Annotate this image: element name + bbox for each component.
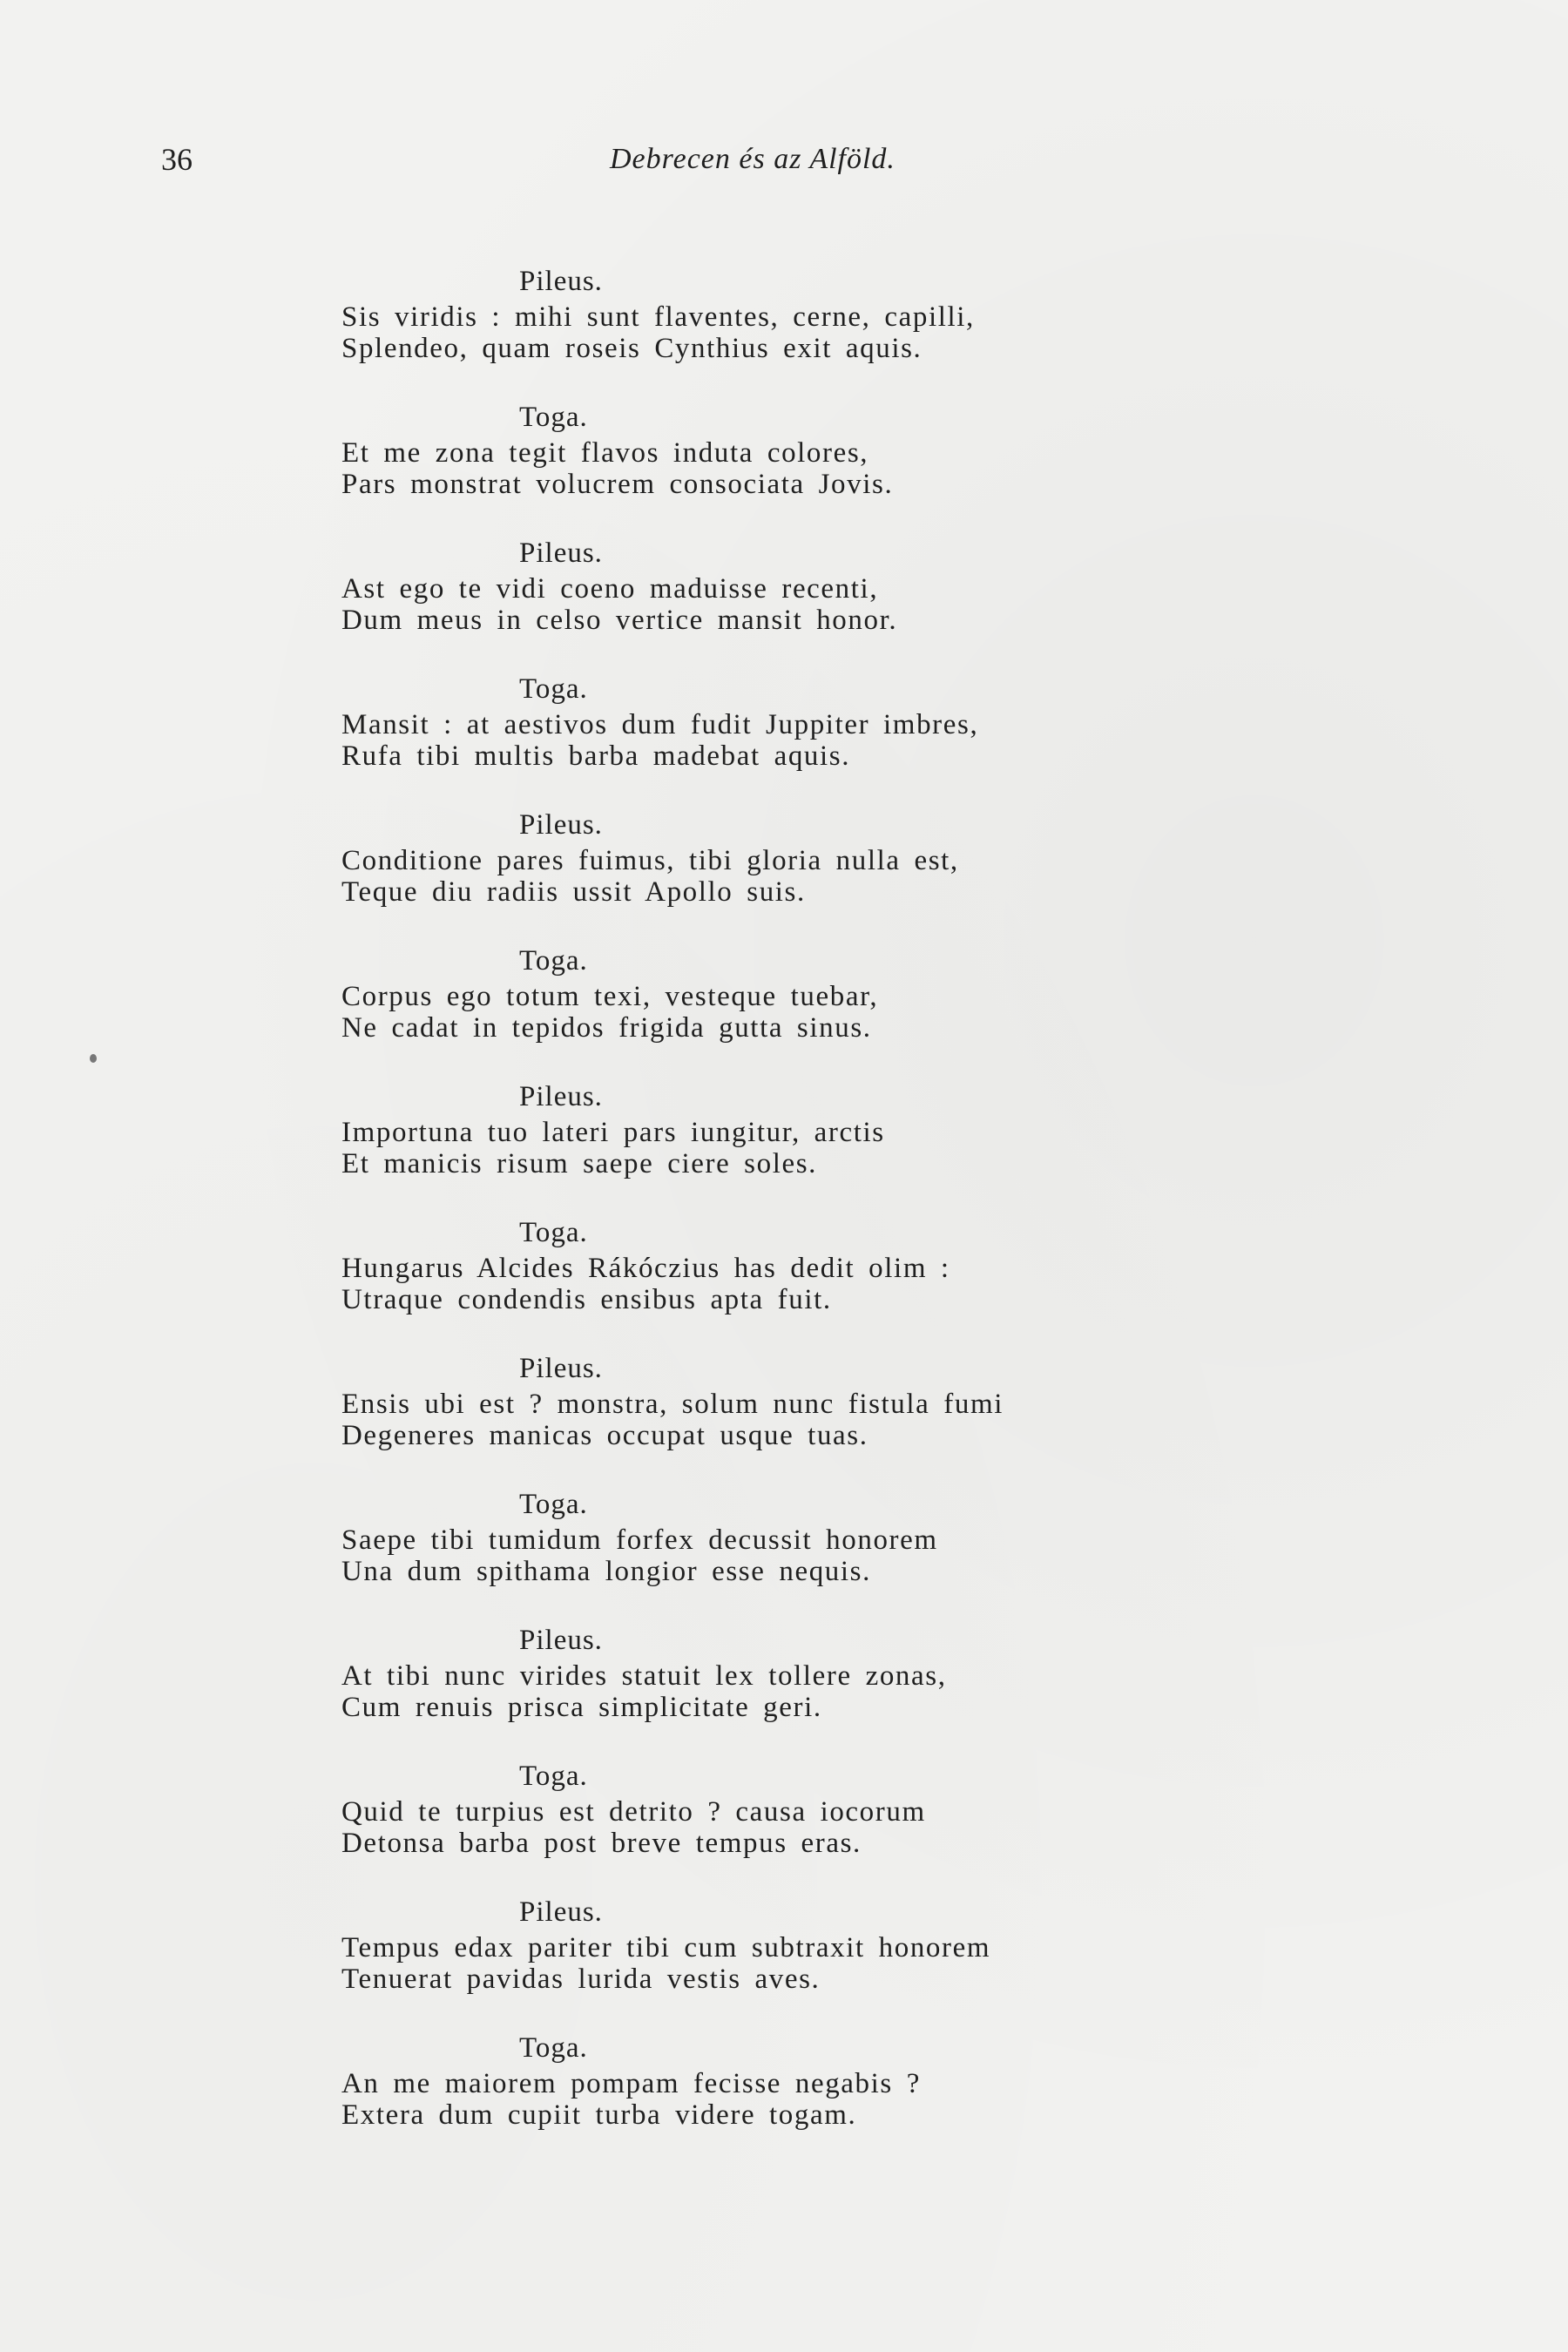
stanza: [341, 1484, 1213, 1620]
stanza: [341, 1756, 1213, 1892]
speaker-label: Pileus.: [519, 1625, 603, 1656]
verse-line: Conditione pares fuimus, tibi gloria nulla est,: [341, 845, 959, 876]
verse-line: Tempus edax pariter tibi cum subtraxit honorem: [341, 1932, 991, 1963]
poem-dialogue: [341, 261, 1213, 2164]
verse-line: Ne cadat in tepidos frigida gutta sinus.: [341, 1012, 872, 1044]
stanza: [341, 941, 1213, 1077]
verse-line: Quid te turpius est detrito ? causa iocorum: [341, 1796, 926, 1828]
verse-line: Degeneres manicas occupat usque tuas.: [341, 1420, 868, 1451]
stanza: [341, 1077, 1213, 1213]
stanza: [341, 533, 1213, 669]
speaker-label: Pileus.: [519, 1081, 603, 1112]
verse-line: Sis viridis : mihi sunt flaventes, cerne, capilli,: [341, 301, 975, 333]
verse-line: Cum renuis prisca simplicitate geri.: [341, 1692, 822, 1723]
verse-line: Et manicis risum saepe ciere soles.: [341, 1148, 818, 1179]
stanza: [341, 2028, 1213, 2164]
stanza: [341, 261, 1213, 397]
verse-line: Ast ego te vidi coeno maduisse recenti,: [341, 573, 879, 605]
verse-line: At tibi nunc virides statuit lex tollere zonas,: [341, 1660, 947, 1692]
verse-line: Mansit : at aestivos dum fudit Juppiter imbres,: [341, 709, 979, 740]
stanza: [341, 669, 1213, 805]
verse-line: Una dum spithama longior esse nequis.: [341, 1556, 871, 1587]
speaker-label: Pileus.: [519, 266, 603, 297]
stanza: [341, 397, 1213, 533]
page-number: 36: [161, 142, 193, 177]
verse-line: Importuna tuo lateri pars iungitur, arctis: [341, 1117, 885, 1148]
verse-line: An me maiorem pompam fecisse negabis ?: [341, 2068, 921, 2099]
speaker-label: Toga.: [519, 2032, 588, 2064]
speaker-label: Toga.: [519, 1489, 588, 1520]
speaker-label: Toga.: [519, 1761, 588, 1792]
stanza: [341, 805, 1213, 941]
stanza: [341, 1620, 1213, 1756]
speaker-label: Toga.: [519, 402, 588, 433]
speaker-label: Toga.: [519, 1217, 588, 1248]
speaker-label: Pileus.: [519, 1353, 603, 1384]
verse-line: Detonsa barba post breve tempus eras.: [341, 1828, 862, 1859]
stanza: [341, 1348, 1213, 1484]
verse-line: Hungarus Alcides Rákóczius has dedit olim :: [341, 1253, 950, 1284]
verse-line: Pars monstrat volucrem consociata Jovis.: [341, 469, 894, 500]
verse-line: Saepe tibi tumidum forfex decussit honorem: [341, 1524, 938, 1556]
verse-line: Teque diu radiis ussit Apollo suis.: [341, 876, 806, 908]
speaker-label: Toga.: [519, 945, 588, 977]
running-title: Debrecen és az Alföld.: [610, 143, 896, 175]
ink-speck: [90, 1054, 97, 1063]
speaker-label: Toga.: [519, 673, 588, 705]
speaker-label: Pileus.: [519, 537, 603, 569]
stanza: [341, 1892, 1213, 2028]
verse-line: Et me zona tegit flavos induta colores,: [341, 437, 869, 469]
speaker-label: Pileus.: [519, 809, 603, 841]
verse-line: Dum meus in celso vertice mansit honor.: [341, 605, 898, 636]
stanza: [341, 1213, 1213, 1348]
running-head: [0, 138, 1568, 181]
verse-line: Extera dum cupiit turba videre togam.: [341, 2099, 857, 2131]
verse-line: Rufa tibi multis barba madebat aquis.: [341, 740, 851, 772]
speaker-label: Pileus.: [519, 1896, 603, 1928]
verse-line: Splendeo, quam roseis Cynthius exit aquis.: [341, 333, 923, 364]
verse-line: Utraque condendis ensibus apta fuit.: [341, 1284, 832, 1315]
verse-line: Ensis ubi est ? monstra, solum nunc fistula fumi: [341, 1389, 1004, 1420]
verse-line: Corpus ego totum texi, vesteque tuebar,: [341, 981, 879, 1012]
verse-line: Tenuerat pavidas lurida vestis aves.: [341, 1963, 821, 1995]
